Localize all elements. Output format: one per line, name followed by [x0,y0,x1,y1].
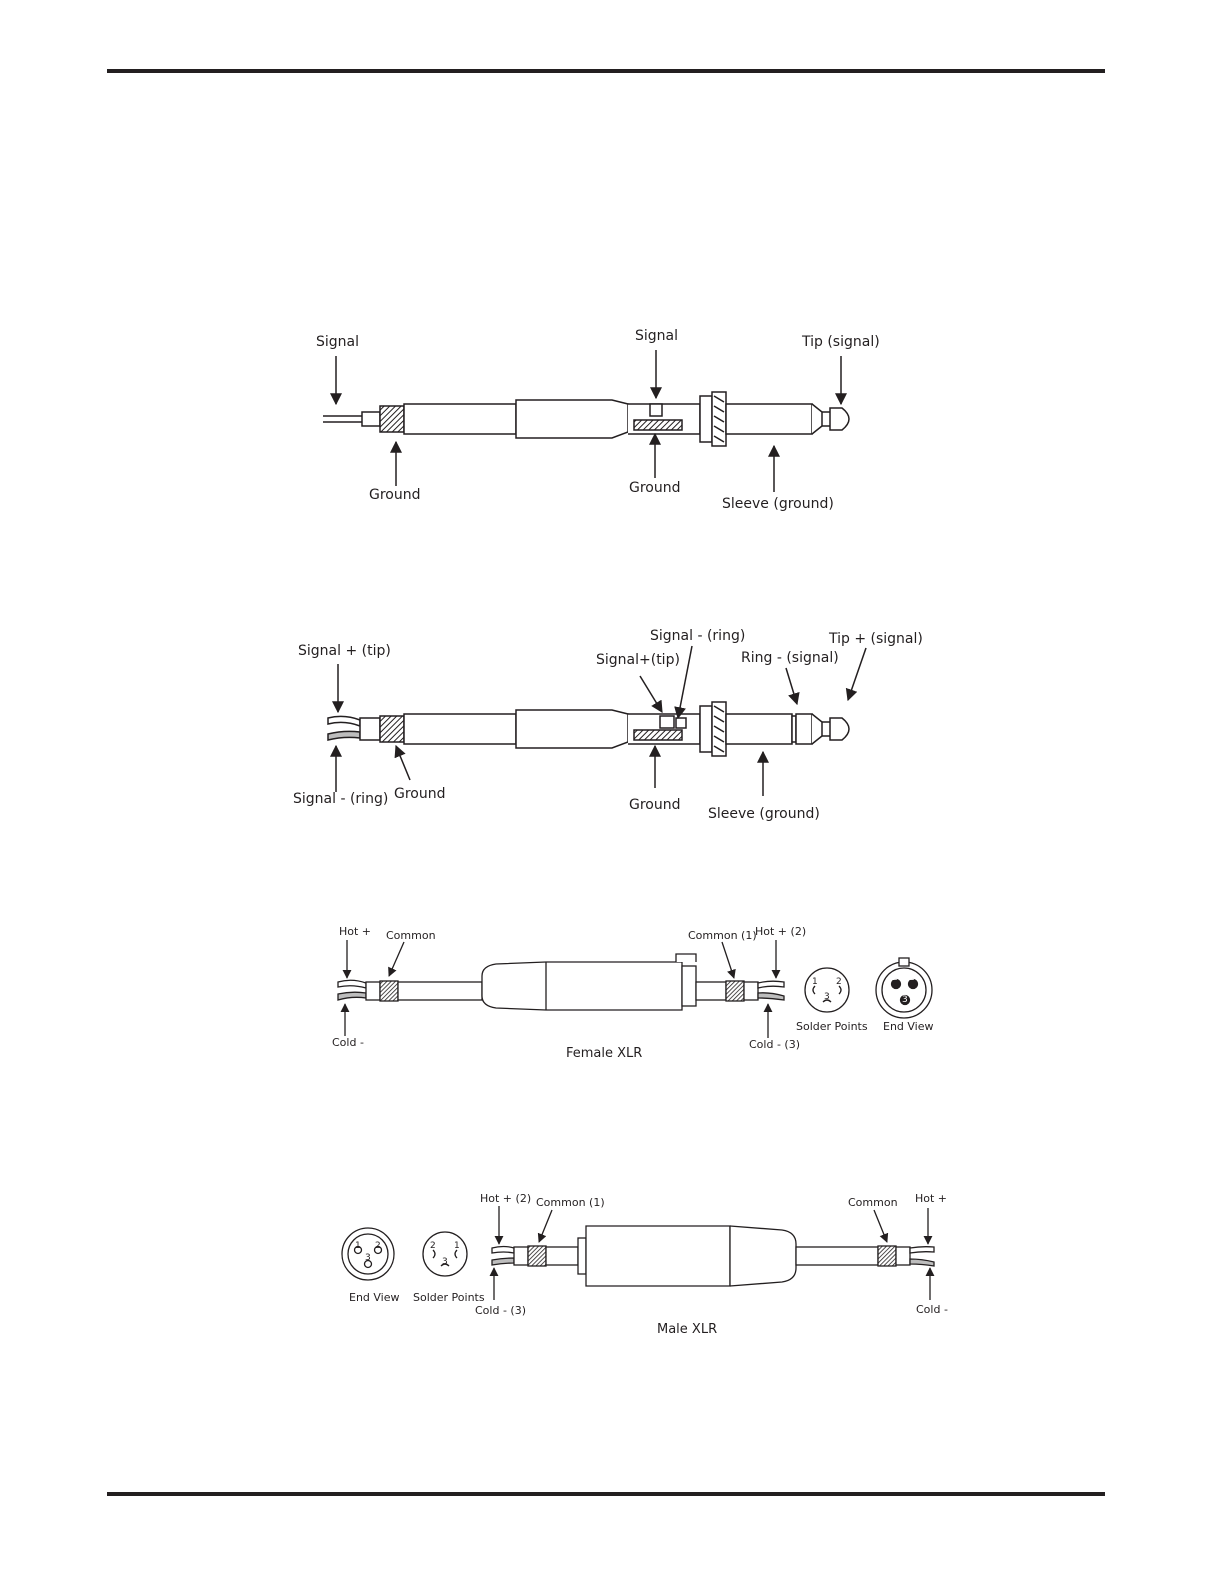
ts-plug-svg [0,320,1224,520]
label-signal-plus-tip-lug: Signal+(tip) [596,652,680,668]
tip-conductor [328,716,360,726]
label-ground-lug: Ground [629,797,681,813]
pin-1-label: 1 [454,1241,460,1251]
solder-points-face [423,1232,467,1276]
ts-plug-diagram [0,320,1224,520]
label-common-left: Common [386,929,436,942]
cable-jacket [404,714,516,744]
label-sleeve: Sleeve (ground) [708,806,820,822]
thread-collar [700,396,712,442]
label-ground-cable: Ground [369,487,421,503]
label-end-view: End View [883,1020,934,1033]
shield-braid [380,716,404,742]
pin-3-label: 3 [442,1257,448,1267]
label-signal-plus-tip: Signal + (tip) [298,643,391,659]
female-xlr-diagram [0,918,1224,1068]
label-common-right: Common [848,1196,898,1209]
solder-points-face [805,968,849,1012]
label-signal-lug: Signal [635,328,679,344]
pin-2-label: 2 [430,1241,436,1251]
label-ring: Ring - (signal) [741,650,839,666]
lug-ground-braid [634,420,682,430]
label-tip: Tip (signal) [802,334,880,350]
pin-3-label: 3 [824,992,830,1002]
cable-jacket [404,404,516,434]
label-signal-minus-ring-cable: Signal - (ring) [293,791,389,807]
end-pin-3-label: 3 [365,1253,371,1263]
label-hot-left: Hot + [339,925,372,938]
end-pin-2-label: 2 [892,973,898,983]
header-rule [107,69,1105,73]
end-pin-1-label: 1 [909,973,915,983]
ring-band [796,714,812,744]
label-cold-right: Cold - (3) [749,1038,800,1051]
tip-contact [830,718,849,740]
end-pin-1-label: 1 [355,1241,361,1251]
ring-lug [676,718,686,728]
shield-braid-right [878,1246,896,1266]
cable-jacket-left [398,982,482,1000]
sleeve-shaft [726,714,792,744]
label-hot-right: Hot + (2) [755,925,807,938]
inner-insulation [362,412,380,426]
trs-plug-diagram [0,620,1224,830]
label-common-left: Common (1) [536,1196,605,1209]
female-xlr-caption: Female XLR [566,1046,643,1061]
male-xlr-svg [0,1186,1224,1346]
tip-contact [830,408,849,430]
pin-2-label: 2 [836,977,842,987]
label-cold-left: Cold - (3) [475,1304,526,1317]
latch [676,954,696,962]
tip-lug [660,716,674,728]
pin-1-label: 1 [812,977,818,987]
label-end-view: End View [349,1291,400,1304]
label-hot-right: Hot + [915,1192,948,1205]
shield-braid [380,406,404,432]
label-hot-left: Hot + (2) [480,1192,532,1205]
label-ground-cable: Ground [394,786,446,802]
end-pin-3-label: 3 [902,995,908,1005]
shield-braid-left [380,981,398,1001]
trs-plug-svg [0,620,1224,830]
plug-boot [516,400,628,438]
signal-lug [650,404,662,416]
ring-conductor [328,731,360,740]
label-signal-cable: Signal [316,334,360,350]
label-tip: Tip + (signal) [829,631,923,647]
label-common-right: Common (1) [688,929,757,942]
shield-braid-left [528,1246,546,1266]
plug-boot [516,710,628,748]
male-xlr-body [586,1226,730,1286]
male-xlr-caption: Male XLR [657,1322,718,1337]
end-pin-2-label: 2 [375,1241,381,1251]
label-cold-right: Cold - [916,1303,948,1316]
label-solder-points: Solder Points [413,1291,485,1304]
sleeve-shaft [726,404,812,434]
male-xlr-diagram [0,1186,1224,1346]
label-ground-lug: Ground [629,480,681,496]
footer-rule [107,1492,1105,1496]
cable-jacket-right [796,1247,878,1265]
female-xlr-body [482,962,682,1010]
female-xlr-svg [0,918,1224,1068]
shield-braid-right [726,981,744,1001]
label-solder-points: Solder Points [796,1020,868,1033]
label-signal-minus-ring-lug: Signal - (ring) [650,628,746,644]
label-sleeve: Sleeve (ground) [722,496,834,512]
label-cold-left: Cold - [332,1036,364,1049]
